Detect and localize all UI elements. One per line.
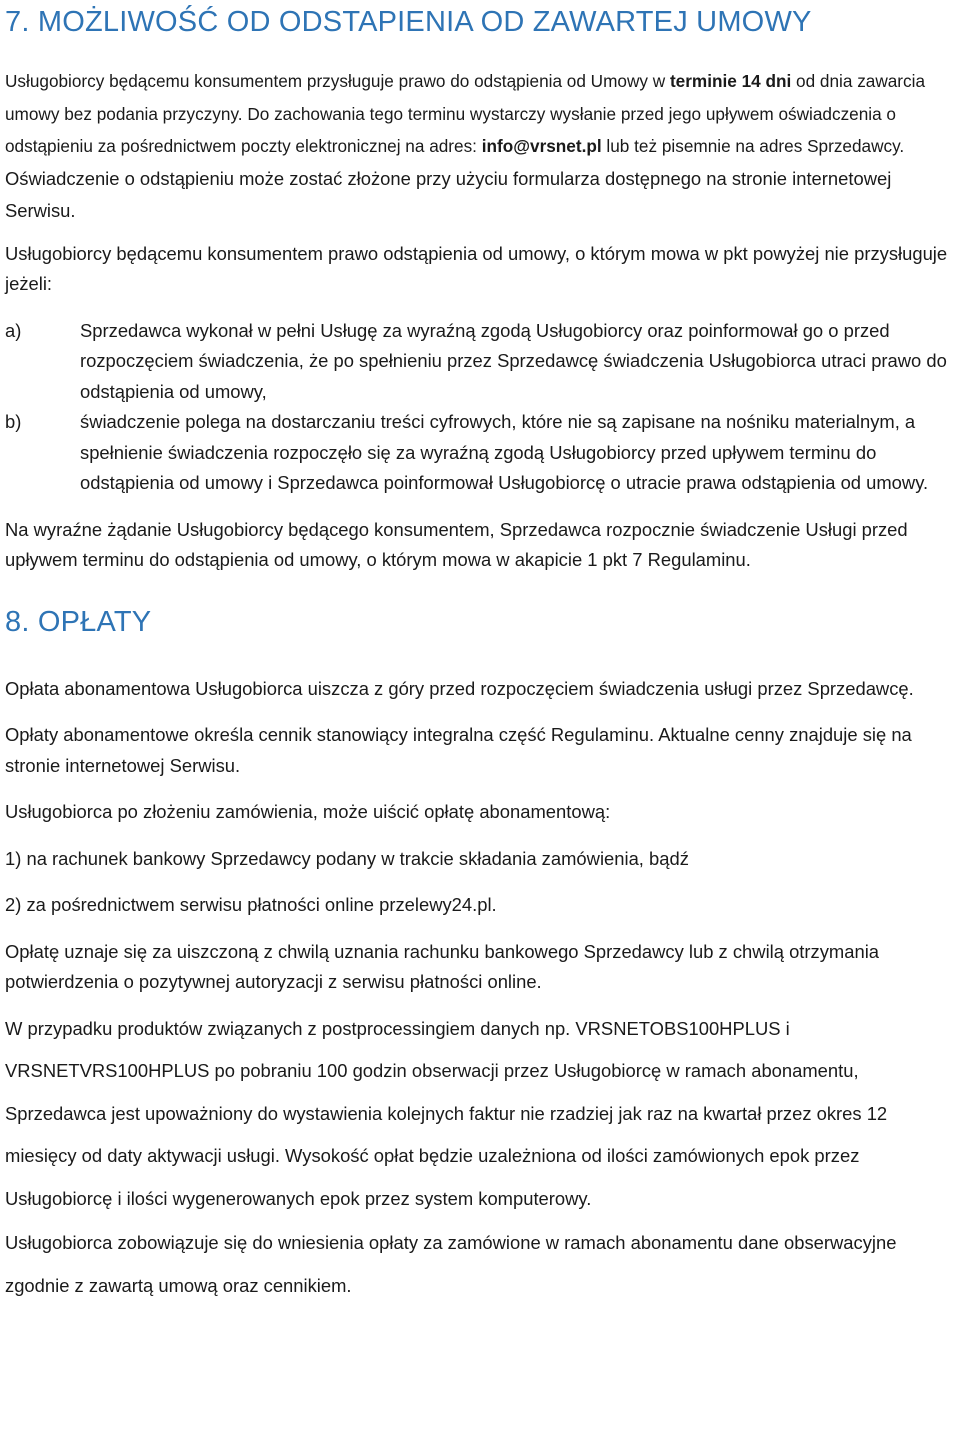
section-8-paragraph-6: Opłatę uznaje się za uiszczoną z chwilą uznania rachunku bankowego Sprzedawcy lub z chwilą otrzymania potwierdzenia o pozytywnej autoryzacji z serwisu płatności online. [5,940,880,992]
section-7-paragraph-3: Na wyraźne żądanie Usługobiorcy będącego konsumentem, Sprzedawca rozpocznie świadczenie Usługi przed upływem terminu do odstąpienia od umowy, o którym mowa w akapicie 1 pkt 7 Regulaminu. [5,518,908,570]
section-8-paragraph-1: Opłata abonamentowa Usługobiorca uiszcza z góry przed rozpoczęciem świadczenia usługi przez Sprzedawcę. [5,677,914,699]
postal-option-text: lub też pisemnie na adres Sprzedawcy. [601,136,905,156]
list-marker: b) [5,411,22,432]
document-page [5,0,957,1307]
withdrawal-term: terminie 14 dni [669,71,792,91]
section-8-paragraph-4: 1) na rachunek bankowy Sprzedawcy podany w trakcie składania zamówienia, bądź [5,847,689,869]
section-7-paragraph-2: Usługobiorcy będącemu konsumentem prawo odstąpienia od umowy, o którym mowa w pkt powyżej nie przysługuje jeżeli: [5,242,948,294]
section-8-paragraph-7: W przypadku produktów związanych z postprocessingiem danych np. VRSNETOBS100HPLUS i VRSNETVRS100HPLUS po pobraniu 100 godzin obserwacji przez Usługobiorcę w ramach abonamentu, Sprzedawca jest upoważniony do wystawienia kolejnych faktur nie rzadziej jak raz na kwartał przez okres 12 miesięcy od daty aktywacji usługi. Wysokość opłat będzie uzależniona od ilości zamówionych epok przez Usługobiorcę i ilości wygenerowanych epok przez system komputerowy. [5,1017,888,1209]
contact-email[interactable]: info@vrsnet.pl [481,136,602,156]
list-item-text: Sprzedawca wykonał w pełni Usługę za wyraźną zgodą Usługobiorcy oraz poinformował go o przed rozpoczęciem świadczenia, że po spełnieniu przez Sprzedawcę świadczenia Usługobiorca utraci prawo do odstąpienia od umowy, [80,319,947,402]
withdrawal-right-text: Usługobiorcy będącemu konsumentem przysługuje prawo do odstąpienia od Umowy w [5,71,670,91]
withdrawal-notice-text: od dnia zawarcia umowy bez podania przyczyny. Do zachowania tego terminu wystarczy wysłanie przed jego upływem oświadczenia o odstąpieniu za pośrednictwem poczty elektronicznej na adres: [5,71,926,156]
list-marker: a) [5,319,22,341]
section-8-paragraph-5: 2) za pośrednictwem serwisu płatności online przelewy24.pl. [5,894,497,915]
section-7-heading: 7. MOŻLIWOŚĆ OD ODSTAPIENIA OD ZAWARTEJ UMOWY [5,6,812,38]
list-item [5,316,957,408]
section-8-paragraph-2: Opłaty abonamentowe określa cennik stanowiący integralna część Regulaminu. Aktualne cenny znajduje się na stronie internetowej Serwisu. [5,724,912,776]
section-7-paragraph-1 [5,65,957,228]
list-item [5,407,957,499]
withdrawal-form-text: Oświadczenie o odstąpieniu może zostać złożone przy użyciu formularza dostępnego na stronie internetowej Serwisu. [5,167,892,221]
section-8-paragraph-8: Usługobiorca zobowiązuje się do wniesienia opłaty za zamówione w ramach abonamentu dane obserwacyjne zgodnie z zawartą umową oraz cennikiem. [5,1232,897,1296]
section-8-paragraph-3: Usługobiorca po złożeniu zamówienia, może uiścić opłatę abonamentową: [5,801,611,822]
section-8-heading: 8. OPŁATY [5,605,152,638]
list-item-text: świadczenie polega na dostarczaniu treści cyfrowych, które nie są zapisane na nośniku materialnym, a spełnienie świadczenia rozpoczęło się za wyraźną zgodą Usługobiorcy przed upływem terminu do odstąpienia od umowy i Sprzedawca poinformował Usługobiorcę o utracie prawa odstąpienia od umowy. [80,411,929,493]
exceptions-list [5,316,957,499]
